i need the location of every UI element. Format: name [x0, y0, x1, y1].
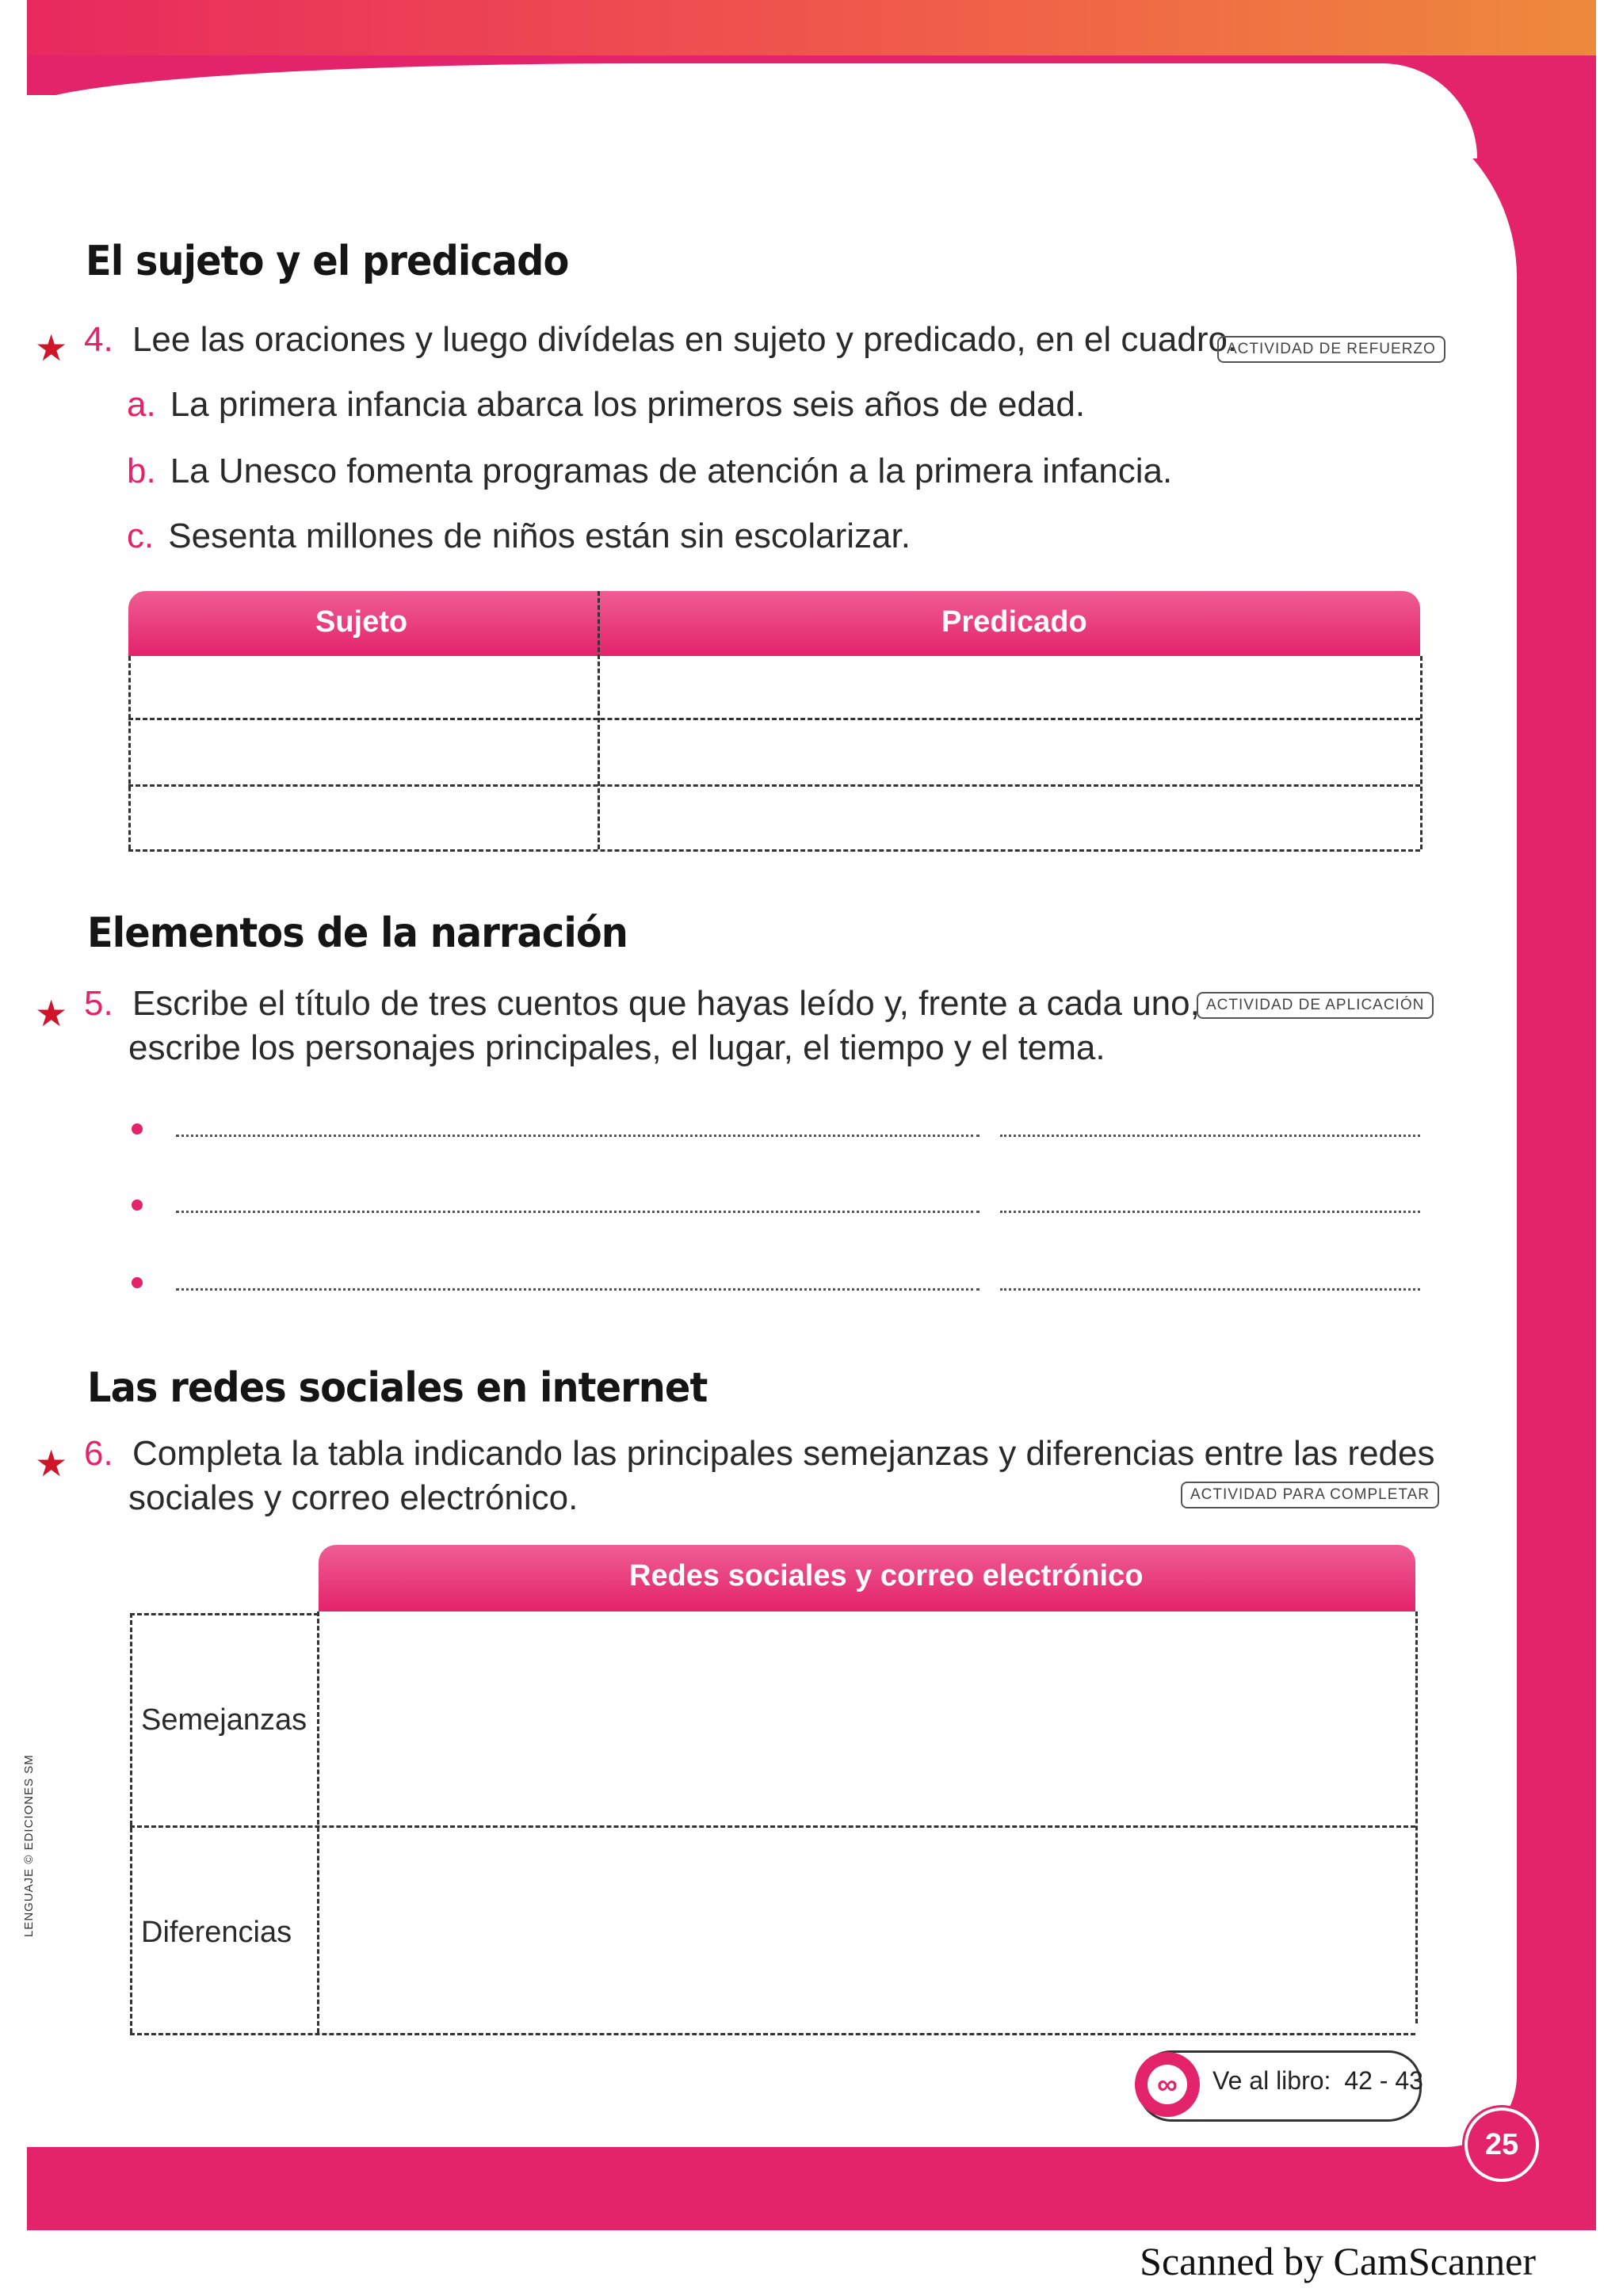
table-bottom-line [128, 849, 1420, 852]
side-credit: LENGUAJE © EDICIONES SM [22, 1754, 36, 1937]
table-border-right [1420, 656, 1423, 849]
answer-line-details-2[interactable] [1000, 1211, 1420, 1213]
item-text: Sesenta millones de niños están sin escolarizar. [168, 517, 911, 555]
answer-cell-predicado-c[interactable] [601, 788, 1418, 848]
table-header-sujeto-predicado [128, 591, 1420, 656]
item-letter: a. [127, 385, 156, 424]
answer-cell-sujeto-c[interactable] [131, 788, 595, 848]
question-number: 5. [84, 984, 113, 1023]
answer-line-title-3[interactable] [176, 1288, 980, 1291]
table-bottom-line [130, 2033, 1415, 2035]
answer-cell-diferencias[interactable] [322, 1830, 1412, 2030]
sentence-a [127, 385, 1085, 425]
book-reference-label: Ve al libro: [1212, 2066, 1331, 2095]
question-prompt: Lee las oraciones y luego divídelas en sujeto y predicado, en el cuadro. [132, 320, 1238, 359]
table-divider [598, 591, 600, 849]
scanner-watermark: Scanned by CamScanner [1140, 2239, 1536, 2283]
item-letter: b. [127, 452, 156, 490]
table-header-redes [319, 1545, 1415, 1611]
question-number: 4. [84, 320, 113, 359]
answer-cell-predicado-b[interactable] [601, 721, 1418, 783]
section-title-sujeto-predicado: El sujeto y el predicado [86, 238, 569, 285]
answer-line-details-1[interactable] [1000, 1135, 1420, 1137]
star-icon: ★ [35, 1443, 68, 1484]
book-reference-pages: 42 - 43 [1344, 2066, 1423, 2095]
item-text: La Unesco fomenta programas de atención a la primera infancia. [170, 452, 1173, 490]
section-title-narracion: Elementos de la narración [87, 910, 628, 957]
column-header-redes: Redes sociales y correo electrónico [629, 1559, 1144, 1592]
item-text: La primera infancia abarca los primeros seis años de edad. [170, 385, 1086, 424]
answer-cell-semejanzas[interactable] [322, 1616, 1412, 1822]
table-divider [317, 1611, 319, 2033]
answer-line-title-2[interactable] [176, 1211, 980, 1213]
activity-tag: ACTIVIDAD DE APLICACIÓN [1197, 992, 1434, 1019]
answer-line-title-1[interactable] [176, 1135, 980, 1137]
question-prompt-line2: sociales y correo electrónico. [128, 1478, 579, 1517]
question-5 [84, 984, 1200, 1024]
link-icon: ∞ [1135, 2052, 1200, 2117]
row-label-semejanzas: Semejanzas [141, 1703, 307, 1737]
question-prompt-line1: Completa la tabla indicando las principales semejanzas y diferencias entre las redes [132, 1434, 1435, 1473]
column-header-predicado: Predicado [941, 605, 1087, 639]
table-row-line [128, 784, 1420, 787]
row-label-diferencias: Diferencias [141, 1916, 292, 1949]
item-letter: c. [127, 517, 155, 555]
table-border-right [1415, 1611, 1418, 2023]
section-title-redes-sociales: Las redes sociales en internet [87, 1364, 708, 1412]
table-row-line [128, 718, 1420, 720]
answer-cell-predicado-a[interactable] [601, 658, 1418, 716]
bullet [132, 1123, 143, 1135]
star-icon: ★ [35, 327, 68, 368]
sentence-c [127, 517, 911, 556]
activity-tag: ACTIVIDAD DE REFUERZO [1217, 336, 1445, 363]
column-header-sujeto: Sujeto [315, 605, 408, 639]
bullet [132, 1277, 143, 1288]
bullet [132, 1199, 143, 1211]
star-icon: ★ [35, 993, 68, 1034]
question-6 [84, 1434, 1435, 1474]
page-top-band [27, 0, 1596, 55]
question-number: 6. [84, 1434, 113, 1473]
table-border-left [130, 1613, 132, 2033]
table-row-line [130, 1825, 1415, 1828]
answer-cell-sujeto-a[interactable] [131, 658, 595, 716]
page-number: 25 [1465, 2107, 1539, 2182]
sentence-b [127, 452, 1172, 491]
answer-line-details-3[interactable] [1000, 1288, 1420, 1291]
table-top-line [130, 1613, 319, 1615]
book-reference-text [1212, 2066, 1423, 2096]
question-prompt-line2: escribe los personajes principales, el lugar, el tiempo y el tema. [128, 1028, 1106, 1067]
answer-cell-sujeto-b[interactable] [131, 721, 595, 783]
question-4 [84, 320, 1237, 360]
activity-tag: ACTIVIDAD PARA COMPLETAR [1181, 1482, 1439, 1508]
question-prompt-line1: Escribe el título de tres cuentos que hayas leído y, frente a cada uno, [132, 984, 1200, 1023]
